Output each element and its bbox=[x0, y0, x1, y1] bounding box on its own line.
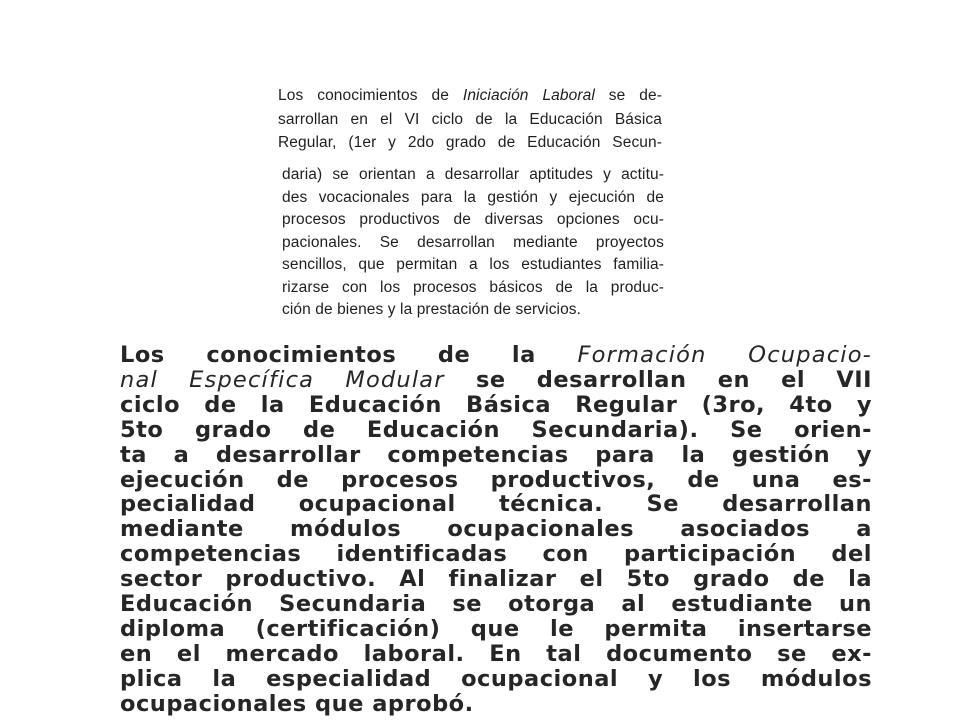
text-line: sarrollan en el VI ciclo de la Educación Básica bbox=[278, 110, 662, 128]
text-line: mediante módulos ocupacionales asociados a bbox=[120, 516, 872, 543]
text-line: rizarse con los procesos básicos de la produc- bbox=[282, 278, 664, 296]
text-line: Regular, (1er y 2do grado de Educación Secun- bbox=[278, 134, 662, 152]
text-segment: se desarrollan en el VII bbox=[444, 366, 872, 393]
text-segment: Los conocimientos de la bbox=[120, 342, 578, 368]
text-line: diploma (certificación) que le permita insertarse bbox=[120, 615, 872, 642]
text-line: competencias identificadas con participación del bbox=[120, 541, 872, 568]
text-line: ción de bienes y la prestación de servicios. bbox=[282, 301, 582, 318]
text-line: 5to grado de Educación Secundaria). Se orien- bbox=[120, 416, 872, 443]
text-line: sencillos, que permitan a los estudiantes familia- bbox=[282, 256, 664, 273]
text-line: pacionales. Se desarrollan mediante proyectos bbox=[282, 233, 664, 251]
paragraph-iniciacion-laboral bbox=[278, 84, 662, 155]
italic-term: Formación Ocupacio- bbox=[577, 342, 873, 368]
text-segment: se de- bbox=[594, 87, 663, 104]
text-line: procesos productivos de diversas opciones ocu- bbox=[282, 211, 664, 228]
text-line: plica la especialidad ocupacional y los módulos bbox=[120, 665, 872, 692]
paragraph-continuation bbox=[282, 164, 664, 322]
text-segment: Los conocimientos de bbox=[278, 87, 463, 104]
text-line: pecialidad ocupacional técnica. Se desarrollan bbox=[120, 491, 872, 518]
italic-term: nal Específica Modular bbox=[120, 366, 445, 393]
text-line: sector productivo. Al finalizar el 5to grado de la bbox=[120, 566, 872, 593]
paragraph-formacion-ocupacional bbox=[120, 343, 872, 717]
text-line: ta a desarrollar competencias para la gestión y bbox=[120, 441, 872, 468]
text-line: ocupacionales que aprobó. bbox=[120, 690, 474, 717]
text-line: daria) se orientan a desarrollar aptitudes y actitu- bbox=[282, 166, 664, 183]
text-line: des vocacionales para la gestión y ejecución de bbox=[282, 188, 664, 206]
text-line bbox=[120, 368, 872, 393]
text-line: ejecución de procesos productivos, de una es- bbox=[120, 466, 872, 493]
text-line: en el mercado laboral. En tal documento se ex- bbox=[120, 640, 872, 667]
text-line bbox=[120, 343, 872, 368]
italic-term: Iniciación Laboral bbox=[462, 87, 595, 104]
text-line: Educación Secundaria se otorga al estudiante un bbox=[120, 591, 872, 618]
text-line: ciclo de la Educación Básica Regular (3ro, 4to y bbox=[120, 391, 872, 418]
text-line bbox=[278, 84, 662, 108]
